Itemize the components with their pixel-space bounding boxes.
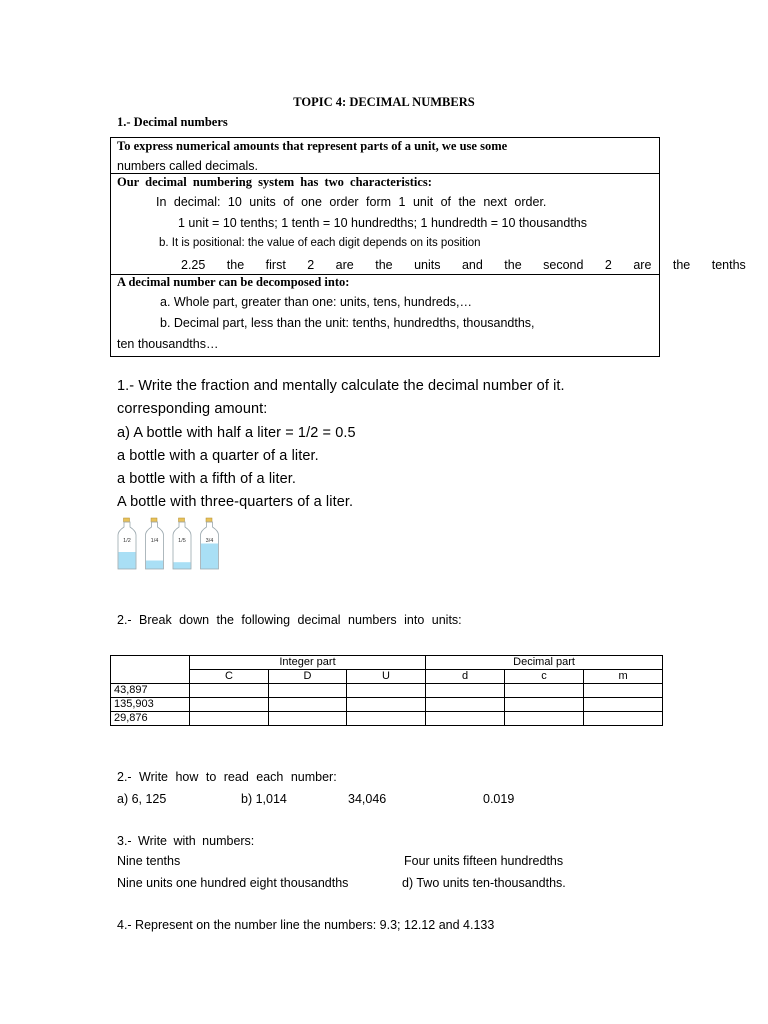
reading-item-d: 0.019 bbox=[483, 792, 515, 806]
bottle-icon bbox=[201, 518, 219, 569]
decimal-part-header: Decimal part bbox=[426, 656, 663, 670]
bottle-icon bbox=[146, 518, 164, 569]
bottle-label: 3/4 bbox=[205, 538, 214, 544]
exercise-1-item-b: a bottle with a quarter of a liter. bbox=[117, 448, 319, 464]
answer-cell[interactable] bbox=[190, 712, 269, 726]
answer-cell[interactable] bbox=[505, 712, 584, 726]
exercise-1-item-c: a bottle with a fifth of a liter. bbox=[117, 471, 297, 487]
characteristic-b-example: 2.25 the first 2 are the units and the second 2 are the tenths bbox=[181, 258, 746, 272]
exercise-1-item-a: a) A bottle with half a liter = 1/2 = 0.5 bbox=[117, 425, 356, 441]
section-heading: 1.- Decimal numbers bbox=[117, 115, 228, 129]
answer-cell[interactable] bbox=[426, 684, 505, 698]
characteristic-a-detail: 1 unit = 10 tenths; 1 tenth = 10 hundredths; 1 hundredth = 10 thousandths bbox=[178, 216, 587, 230]
row-number: 135,903 bbox=[111, 698, 190, 712]
theory-box bbox=[110, 137, 746, 357]
write-item-1: Nine tenths bbox=[117, 854, 181, 868]
bottle-water-level bbox=[201, 544, 218, 570]
integer-part-header: Integer part bbox=[190, 656, 426, 670]
characteristic-a: In decimal: 10 units of one order form 1 unit of the next order. bbox=[156, 195, 547, 209]
write-item-4: d) Two units ten-thousandths. bbox=[402, 876, 566, 890]
answer-cell[interactable] bbox=[190, 684, 269, 698]
column-header: d bbox=[426, 670, 505, 684]
table-row bbox=[111, 712, 663, 726]
place-value-table bbox=[110, 655, 663, 726]
column-header: c bbox=[505, 670, 584, 684]
answer-cell[interactable] bbox=[347, 698, 426, 712]
table-corner bbox=[111, 656, 190, 684]
column-header: D bbox=[269, 670, 347, 684]
bottle-water-level bbox=[119, 552, 136, 569]
bottle-water-level bbox=[174, 562, 191, 569]
bottle-label: 1/4 bbox=[150, 538, 159, 544]
exercise-1-prompt-cont: corresponding amount: bbox=[117, 401, 268, 417]
answer-cell[interactable] bbox=[584, 684, 663, 698]
answer-cell[interactable] bbox=[584, 698, 663, 712]
write-item-2: Four units fifteen hundredths bbox=[404, 854, 564, 868]
exercise-1-item-d: A bottle with three-quarters of a liter. bbox=[117, 494, 354, 510]
answer-cell[interactable] bbox=[269, 698, 347, 712]
row-number: 29,876 bbox=[111, 712, 190, 726]
exercise-2-prompt: 2.- Break down the following decimal numbers into units: bbox=[117, 613, 462, 627]
intro-line-1 bbox=[117, 139, 559, 154]
answer-cell[interactable] bbox=[505, 684, 584, 698]
column-header: U bbox=[347, 670, 426, 684]
bottle-icon bbox=[118, 518, 136, 569]
write-item-3: Nine units one hundred eight thousandths bbox=[117, 876, 349, 890]
exercise-2b-prompt: 2.- Write how to read each number: bbox=[117, 770, 337, 784]
exercise-3-prompt: 3.- Write with numbers: bbox=[117, 834, 255, 848]
table-row bbox=[111, 698, 663, 712]
intro-text: To express numerical amounts that represent parts of a unit, we use some bbox=[117, 139, 508, 153]
answer-cell[interactable] bbox=[426, 698, 505, 712]
decomposition-b: b. Decimal part, less than the unit: tenths, hundredths, thousandths, bbox=[160, 316, 535, 330]
bottle-label: 1/2 bbox=[123, 538, 131, 544]
page-title: TOPIC 4: DECIMAL NUMBERS bbox=[293, 95, 475, 109]
answer-cell[interactable] bbox=[347, 712, 426, 726]
bottles-illustration bbox=[117, 517, 227, 572]
exercise-4-prompt: 4.- Represent on the number line the numbers: 9.3; 12.12 and 4.133 bbox=[117, 918, 495, 932]
row-number: 43,897 bbox=[111, 684, 190, 698]
decomposition-a: a. Whole part, greater than one: units, tens, hundreds,… bbox=[160, 295, 472, 309]
divider bbox=[111, 173, 659, 174]
bottle-label: 1/5 bbox=[178, 538, 186, 544]
column-header: C bbox=[190, 670, 269, 684]
answer-cell[interactable] bbox=[269, 684, 347, 698]
reading-item-b: b) 1,014 bbox=[241, 792, 287, 806]
answer-cell[interactable] bbox=[584, 712, 663, 726]
reading-item-c: 34,046 bbox=[348, 792, 387, 806]
characteristic-b: b. It is positional: the value of each digit depends on its position bbox=[159, 237, 481, 249]
decomposition-b-cont: ten thousandths… bbox=[117, 337, 219, 351]
answer-cell[interactable] bbox=[426, 712, 505, 726]
bottle-water-level bbox=[146, 561, 163, 570]
answer-cell[interactable] bbox=[190, 698, 269, 712]
exercise-1-prompt: 1.- Write the fraction and mentally calculate the decimal number of it. bbox=[117, 378, 565, 394]
table-row bbox=[111, 684, 663, 698]
decomposition-heading: A decimal number can be decomposed into: bbox=[117, 275, 350, 289]
answer-cell[interactable] bbox=[347, 684, 426, 698]
answer-cell[interactable] bbox=[269, 712, 347, 726]
intro-line-2: numbers called decimals. bbox=[117, 159, 259, 173]
column-header: m bbox=[584, 670, 663, 684]
reading-item-a: a) 6, 125 bbox=[117, 792, 167, 806]
characteristics-heading: Our decimal numbering system has two characteristics: bbox=[117, 175, 432, 189]
answer-cell[interactable] bbox=[505, 698, 584, 712]
bottle-icon bbox=[173, 518, 191, 569]
